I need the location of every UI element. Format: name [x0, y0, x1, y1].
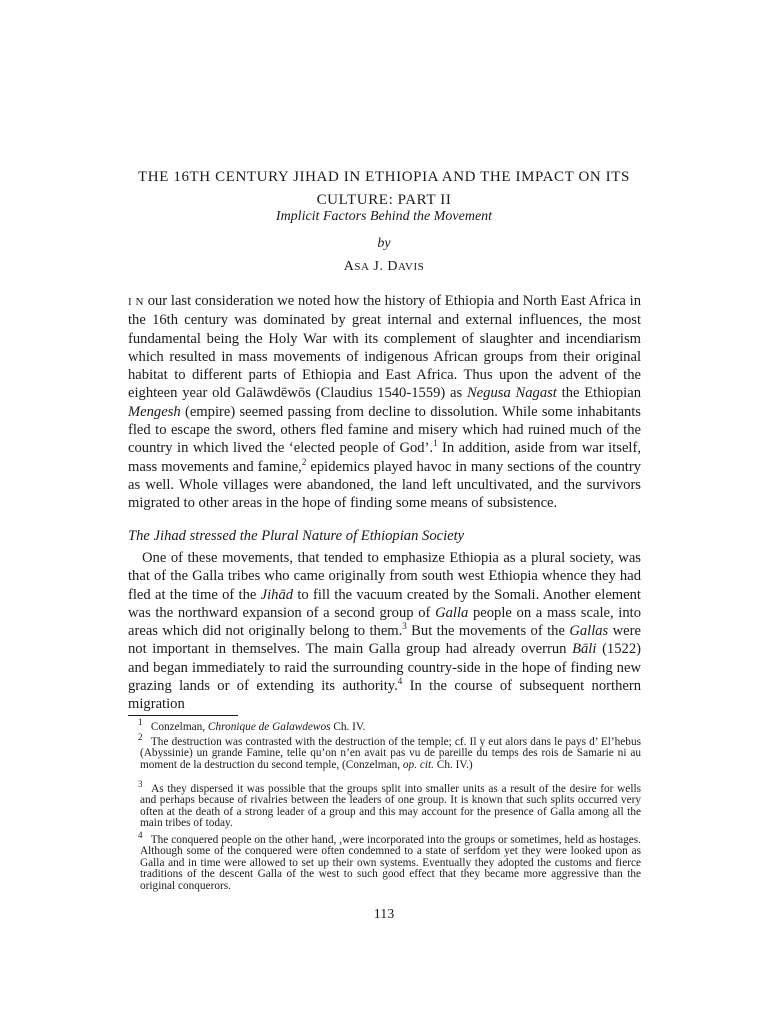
text-run: (empire) seemed passing from decline to dissolution. While some inhabitants fled to escape the sword, others fled famine and misery which had ruined much of the country in which lived the ‘elected people of God’. [128, 403, 641, 457]
text-run: As they dispersed it was possible that the groups split into smaller units as a result of the desire for wells and perhaps because of rivalries between the leaders of one group. It is known that such splits occurred very often at the death of a strong leader of a group and this may account for the presence of Galla among all the main tribes of today. [140, 783, 641, 830]
author-initial: A [343, 259, 355, 274]
text-run: The conquered people on the other hand, ,were incorporated into the groups or sometimes, held as hostages. Although some of the conquered were often condemned to a state of serfdom yet they were looked upon as Galla and in time were allowed to set up their own systems. Eventually they adopted the customs and fierce traditions of the descent Galla of the west to such good effect that they became more aggressive than the original conquerors. [140, 834, 641, 892]
italic-term: Chronique de Galawdewos [207, 721, 331, 733]
text-run: people on a mass scale, into areas which did not originally belong to them. [128, 604, 641, 640]
text-run: (1522) and began immediately to raid the surrounding country-side in the hope of finding new grazing lands or of extending its authority. [128, 641, 641, 695]
footnote-3: $^3$ As they dispersed it was possible that the groups split into smaller units as a result of the desire for wells and perhaps because of rivalries between the leaders of one group. It is known that such splits occurred very often at the death of a strong leader of a group and this may account for the presence of Galla among all the main tribes of today. [138, 779, 641, 830]
footnote-2: $^2$ The destruction was contrasted with the destruction of the temple; cf. Il y eut alors dans le pays d’ El’hebus (Abyssinie) un grande Famine, telle qu’on n’en avait pas vu de pareille du temps des rois de Samarie ni au moment de la destruction du second temple, (Conzelman, op. cit. Ch. IV.) [138, 732, 641, 771]
text-run: In the course of subsequent northern migration [128, 678, 641, 713]
author-name [120, 259, 648, 275]
footnote-divider [128, 715, 238, 716]
italic-term: Negusa Nagast [466, 385, 557, 402]
author-middle: J. D [369, 259, 398, 274]
article-subtitle: Implicit Factors Behind the Movement [275, 209, 493, 224]
italic-term: op. cit. [402, 758, 434, 771]
text-run: Conzelman, [148, 721, 208, 733]
text-run: Ch. IV.) [433, 758, 473, 771]
author-smallcaps-1: SA [354, 261, 370, 273]
author-smallcaps-2: AVIS [397, 261, 425, 273]
intro-paragraph [128, 292, 641, 513]
byline-by: by [377, 236, 391, 251]
text-run: But the movements of the [406, 623, 570, 640]
footnote-4: $^4$ The conquered people on the other hand, ,were incorporated into the groups or sometimes, held as hostages. Although some of the conquered were often condemned to a state of serfdom yet they were looked upon as Galla and in time were allowed to set up their own systems. Eventually they adopted the customs and fierce traditions of the descent Galla of the west to such good effect that they became more aggressive than the original conquerors. [138, 830, 641, 892]
text-run: Ch. IV. [330, 721, 366, 733]
italic-term: Gallas [569, 623, 609, 640]
section-heading: The Jihad stressed the Plural Nature of Ethiopian Society [128, 528, 465, 544]
text-run: were not important in themselves. The main Galla group had already overrun [128, 623, 641, 658]
text-run: In addition, aside from war itself, mass movements and famine, [128, 440, 641, 475]
footnote-ref: 1 [433, 438, 438, 449]
text-run: to fill the vacuum created by the Somali. Another element was the northward expansion of a second group of [128, 586, 641, 621]
text-run: the Ethiopian [556, 385, 641, 402]
footnote-1: $^1$ Conzelman, Chronique de Galawdewos Ch. IV. [138, 717, 366, 733]
dropcap: I N [128, 296, 144, 308]
page-number: 113 [373, 907, 395, 922]
footnote-ref: 4 [397, 676, 403, 687]
text-run: The destruction was contrasted with the destruction of the temple; cf. Il y eut alors dans le pays d’ El’hebus (Abyssinie) un grande Famine, telle qu’on n’en avait pas vu de pareille du temps des rois de Samarie ni au moment de la destruction du second temple, (Conzelman, [140, 736, 641, 771]
footnote-ref: 3 [402, 621, 407, 632]
italic-term: Jihād [260, 586, 294, 603]
italic-term: Galla [435, 604, 469, 621]
italic-term: Bāli [572, 641, 597, 658]
text-run: One of these movements, that tended to emphasize Ethiopia as a plural society, was that of the Galla tribes who came originally from south west Ethiopia whence they had fled at the time of the [128, 550, 641, 603]
text-run: our last consideration we noted how the history of Ethiopia and North East Africa in the 16th century was dominated by great internal and external influences, the most fundamental being the Holy War with its complement of slaughter and incendiarism which resulted in mass movements of indigenous African groups from their original habitat to different parts of Ethiopia and East Africa. Thus upon the advent of the eighteen year old Galāwdēwōs (Claudius 1540-1559) as [128, 293, 641, 402]
text-run: epidemics played havoc in many sections of the country as well. Whole villages were abandoned, the land left uncultivated, and the survivors migrated to other areas in the hope of finding some means of subsistence. [128, 458, 641, 512]
second-paragraph [128, 549, 641, 714]
footnote-ref: 2 [301, 456, 307, 467]
italic-term: Mengesh [128, 403, 181, 420]
article-title: THE 16TH CENTURY JIHAD IN ETHIOPIA AND THE IMPACT ON ITS CULTURE: PART II [138, 169, 630, 208]
